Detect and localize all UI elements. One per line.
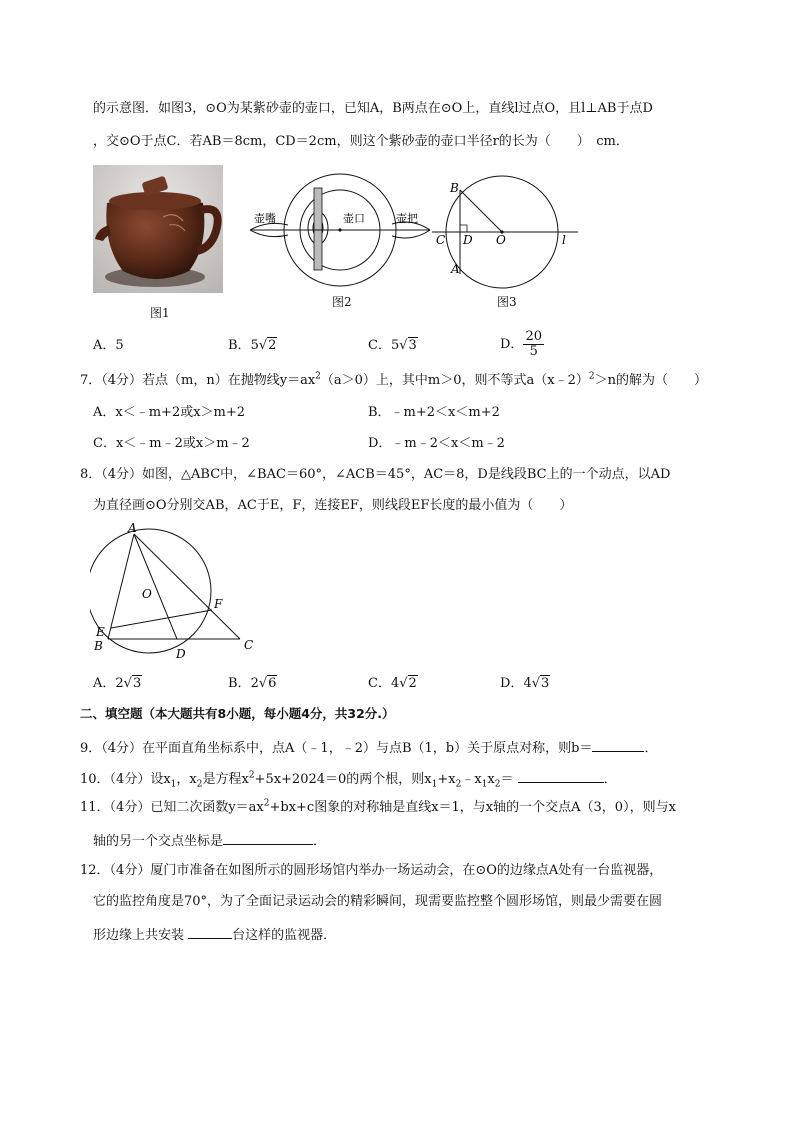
q7-option-d[interactable]: D．﹣m﹣2＜x＜m﹣2	[368, 436, 505, 451]
label-spout: 壶嘴	[254, 212, 276, 225]
label-handle: 壶把	[396, 212, 418, 225]
q12-line2: 它的监控角度是70°，为了全面记录运动会的精彩瞬间，现需要监控整个圆形场馆，则最少需要在圆	[93, 894, 663, 909]
label-F: F	[214, 597, 223, 611]
label-O: O	[142, 587, 152, 601]
q7-stem: 7．（4分）若点（m，n）在抛物线$y=ax^2(a>0)$上，其中m＞0，则不等式a（x﹣2）$^2$＞n的解为（ ）	[80, 371, 707, 388]
q6-option-a[interactable]: A．5	[93, 338, 124, 353]
label-D: D	[176, 647, 186, 661]
label-A: A	[128, 522, 137, 535]
label-C: C	[436, 233, 446, 247]
label-D: D	[463, 233, 473, 247]
label-B: B	[450, 181, 459, 195]
label-A: A	[451, 262, 460, 276]
figure-2-top-view	[248, 170, 433, 294]
label-B: B	[94, 639, 103, 653]
q8-option-d[interactable]: D．4√3	[500, 676, 550, 691]
fig1-caption: 图1	[150, 306, 170, 320]
q6-option-c[interactable]: C．5√3	[368, 338, 417, 353]
q6-option-d[interactable]: D． $\frac{20}{5}$	[500, 329, 542, 359]
label-l: l	[562, 233, 566, 247]
q7-option-a[interactable]: A．x＜﹣m+2或x＞m+2	[93, 405, 246, 420]
q6-line1: 的示意图．如图3，⊙O为某紫砂壶的壶口，已知A，B两点在⊙O上，直线l过点O，且l⊥AB于点D	[93, 101, 653, 116]
q7-option-c[interactable]: C．x＜﹣m﹣2或x＞m﹣2	[93, 436, 250, 451]
label-E: E	[96, 625, 105, 639]
q9-answer-blank[interactable]	[592, 737, 644, 752]
q10-answer-blank[interactable]	[518, 768, 604, 783]
q12-line3: 形边缘上共安装 台这样的监视器．	[93, 924, 336, 945]
q8-option-a[interactable]: A．2√3	[93, 676, 142, 691]
fig3-caption: 图3	[497, 295, 517, 309]
q11-line2: 轴的另一个交点坐标是 ．	[93, 830, 326, 851]
q11-answer-blank[interactable]	[223, 830, 313, 845]
q8-option-c[interactable]: C．4√2	[368, 676, 417, 691]
q8-line2: 为直径画⊙O分别交AB，AC于E，F，连接EF，则线段EF长度的最小值为（ ）	[93, 498, 573, 513]
q6-line2: ，交⊙O于点C．若AB＝8cm，CD＝2cm，则这个紫砂壶的壶口半径r的长为（ ） cm．	[93, 134, 629, 149]
label-C: C	[244, 638, 254, 652]
q9: 9．（4分）在平面直角坐标系中，点A（﹣1，﹣2）与点B（1，b）关于原点对称，则b＝ ．	[80, 737, 657, 758]
q10: 10．（4分）设$x_1$，$x_2$是方程$x^2+5x+2024=0$的两个根，则$x_1+x_2﹣x_1x_2=$ ．	[80, 768, 617, 789]
q8-option-b[interactable]: B．2√6	[228, 676, 277, 691]
q6-option-b[interactable]: B．5√2	[228, 338, 277, 353]
q12-line1: 12．（4分）厦门市准备在如图所示的圆形场馆内举办一场运动会，在⊙O的边缘点A处有一台监视器，	[80, 863, 663, 878]
teapot-photo	[93, 165, 223, 293]
q11-line1: 11．（4分）已知二次函数$y=ax^2+bx+c$图象的对称轴是直线x＝1，与x轴的一个交点A（3，0），则与x	[80, 798, 676, 815]
figure-q8-triangle	[90, 522, 260, 662]
q12-answer-blank[interactable]	[188, 924, 232, 939]
q7-option-b[interactable]: B．﹣m+2＜x＜m+2	[368, 405, 500, 420]
fig2-caption: 图2	[332, 295, 352, 309]
section-2-heading: 二、填空题（本大题共有8小题，每小题4分，共32分.）	[80, 706, 395, 721]
label-O: O	[496, 233, 506, 247]
q8-line1: 8．（4分）如图，△ABC中，∠BAC＝60°，∠ACB＝45°，AC＝8，D是线段BC上的一个动点，以AD	[80, 467, 671, 482]
label-mouth: 壶口	[343, 212, 365, 225]
figure-3-geometry	[430, 170, 580, 298]
